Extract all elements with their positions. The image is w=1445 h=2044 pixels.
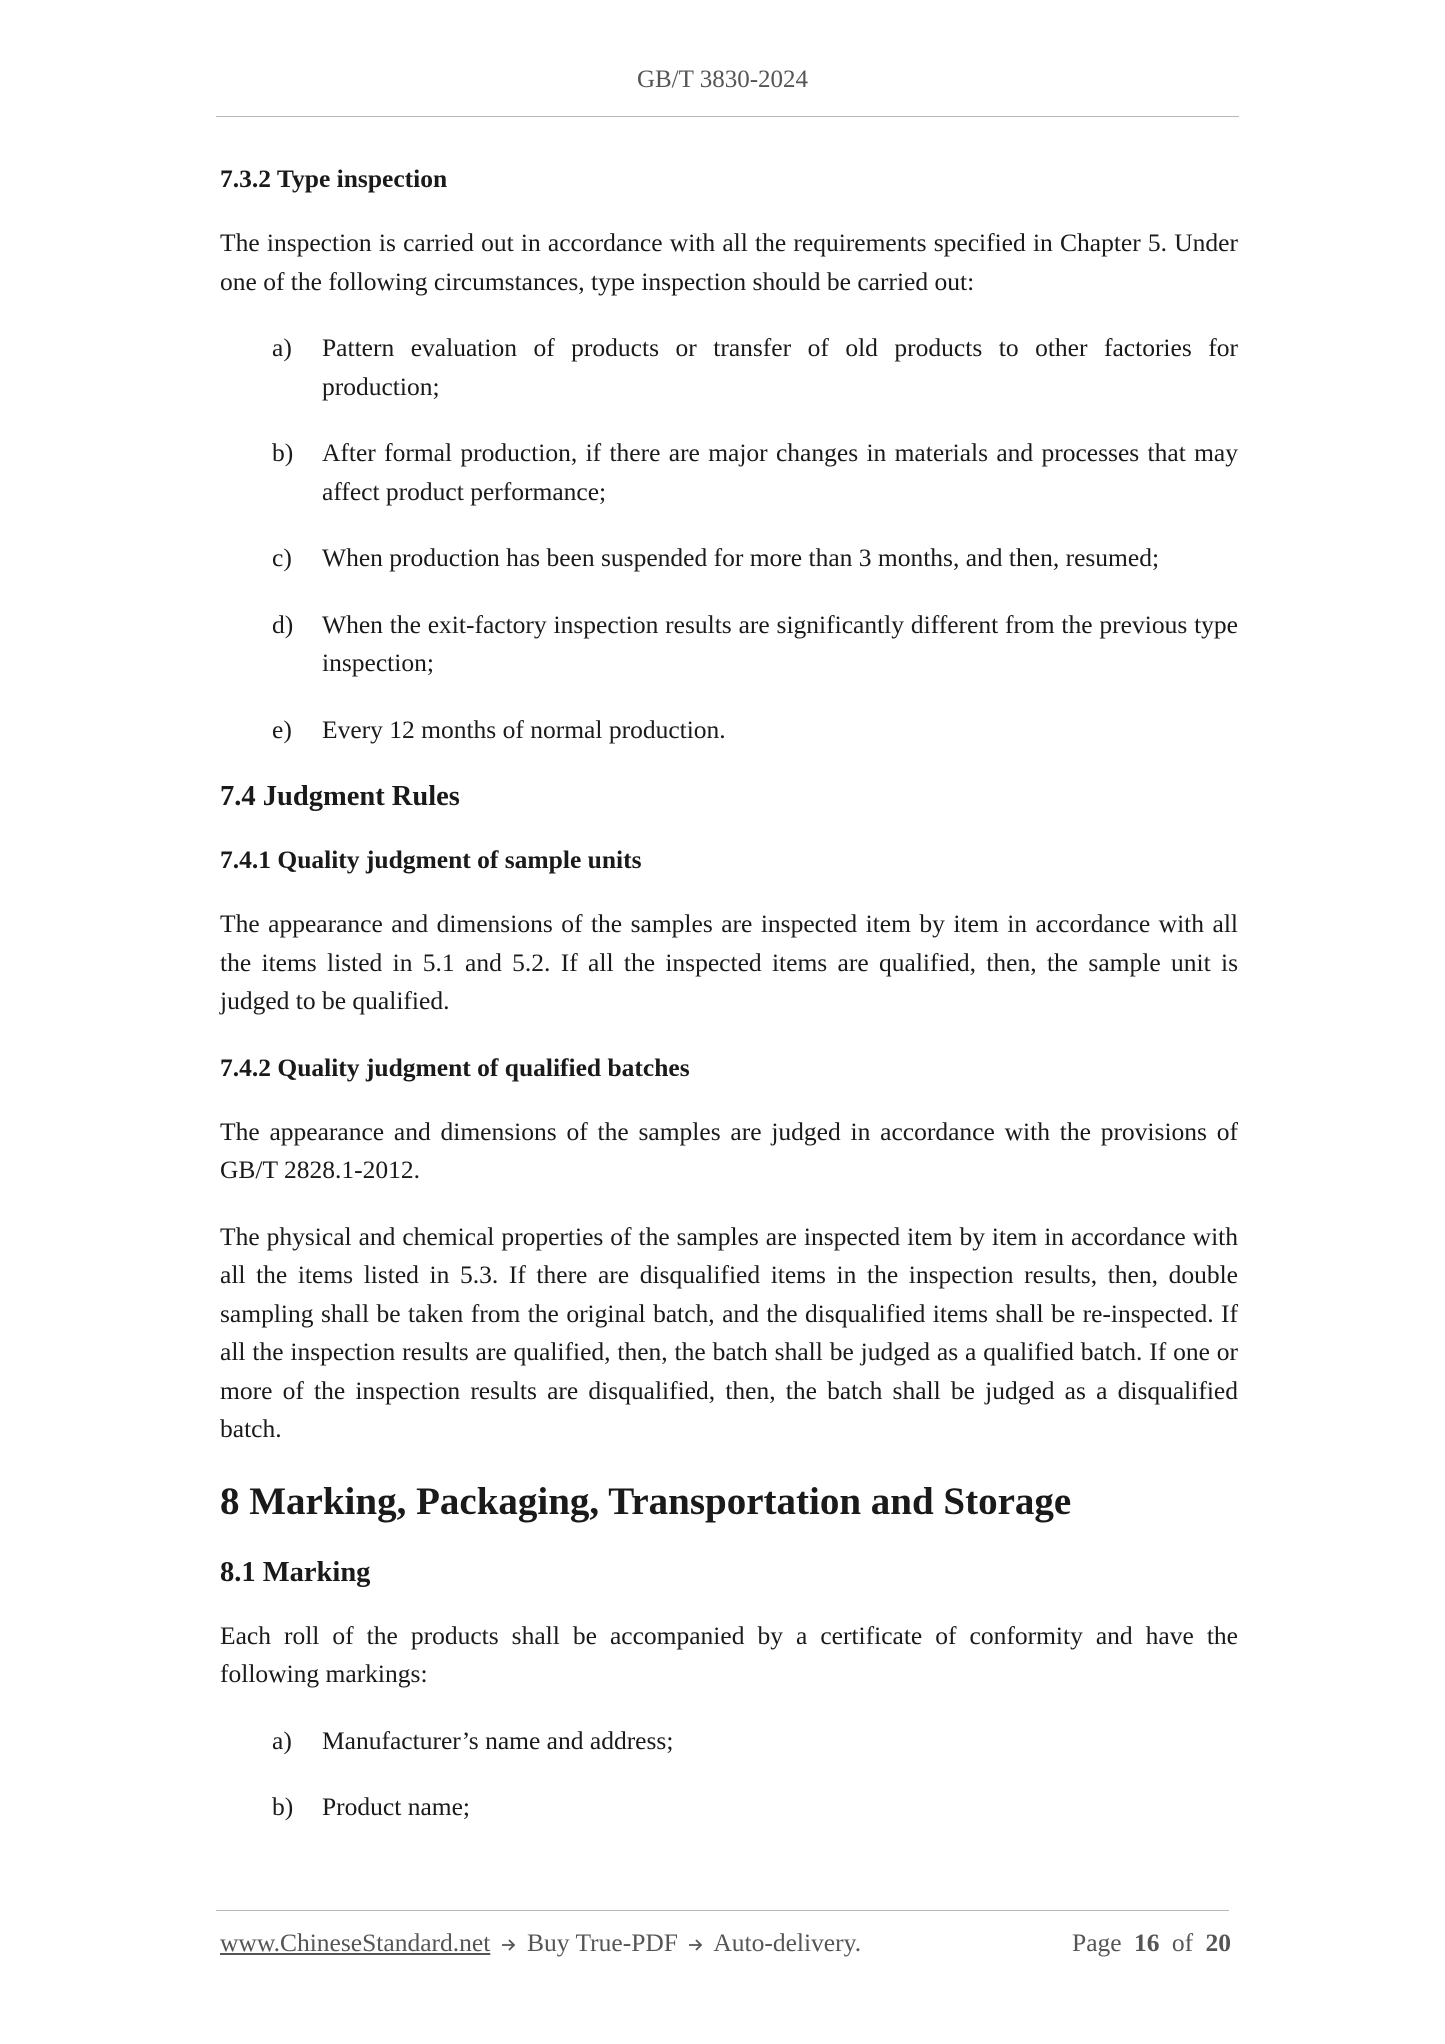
- of-label: of: [1171, 1928, 1194, 1957]
- right-arrow-icon: [501, 1937, 517, 1953]
- section-8-1-intro: Each roll of the products shall be accompanied by a certificate of conformity and have the following markings:: [220, 1620, 1238, 1688]
- list-item: [220, 1788, 1238, 1827]
- list-item: [220, 329, 1238, 406]
- list-marker: b): [272, 438, 294, 467]
- list-item-text: Pattern evaluation of products or transfer of old products to other factories for production;: [322, 333, 1238, 401]
- list-item-text: When production has been suspended for more than 3 months, and then, resumed;: [322, 543, 1160, 572]
- section-7-4-heading: 7.4 Judgment Rules: [220, 781, 460, 812]
- total-page-number: 20: [1205, 1928, 1231, 1957]
- page-footer: [220, 1928, 1231, 1958]
- footer-divider: [216, 1910, 1229, 1911]
- page-header-title: GB/T 3830-2024: [636, 66, 809, 93]
- section-7-4-2-heading: 7.4.2 Quality judgment of qualified batches: [220, 1052, 690, 1082]
- list-item: [220, 434, 1238, 511]
- current-page-number: 16: [1134, 1928, 1160, 1957]
- document-body: [220, 160, 1238, 1855]
- list-item: [220, 606, 1238, 683]
- section-7-4-1-heading: 7.4.1 Quality judgment of sample units: [220, 845, 642, 874]
- type-inspection-list: [220, 329, 1238, 749]
- header-divider: [216, 116, 1239, 117]
- list-item: [220, 711, 1238, 750]
- list-item: [220, 1722, 1238, 1761]
- section-7-4-2-text-2: The physical and chemical properties of the samples are inspected item by item in accordance with all the items listed in 5.3. If there are disqualified items in the inspection results, then, double sampling shall be taken from the original batch, and the disqualified items shall be re-inspected. If all the inspection results are qualified, then, the batch shall be judged as a qualified batch. If one or more of the inspection results are disqualified, then, the batch shall be judged as a disqualified batch.: [220, 1221, 1238, 1443]
- list-item-text: After formal production, if there are major changes in materials and processes that may affect product performance;: [322, 438, 1238, 506]
- right-arrow-icon: [688, 1937, 704, 1953]
- list-item: [220, 539, 1238, 578]
- chapter-8-heading: 8 Marking, Packaging, Transportation and Storage: [220, 1479, 1072, 1523]
- footer-promo: [220, 1928, 861, 1958]
- section-7-4-2-text-1: The appearance and dimensions of the samples are judged in accordance with the provisions of GB/T 2828.1-2012.: [220, 1116, 1238, 1184]
- section-8-1-heading: 8.1 Marking: [220, 1556, 371, 1588]
- list-item-text: When the exit-factory inspection results are significantly different from the previous type inspection;: [322, 609, 1238, 677]
- list-item-text: Manufacturer’s name and address;: [322, 1725, 674, 1755]
- list-marker: d): [272, 609, 294, 639]
- page-label: Page: [1072, 1928, 1122, 1957]
- list-item-text: Every 12 months of normal production.: [322, 714, 726, 744]
- marking-list: [220, 1722, 1238, 1827]
- list-item-text: Product name;: [322, 1792, 471, 1821]
- list-marker: a): [272, 333, 292, 362]
- website-link[interactable]: www.ChineseStandard.net: [220, 1928, 491, 1957]
- section-7-3-2-heading: 7.3.2 Type inspection: [220, 164, 448, 193]
- list-marker: a): [272, 1725, 292, 1755]
- list-marker: e): [272, 714, 292, 744]
- list-marker: b): [272, 1792, 294, 1821]
- section-7-4-1-text: The appearance and dimensions of the samples are inspected item by item in accordance with all the items listed in 5.1 and 5.2. If all the inspected items are qualified, then, the sample unit is judged to be qualified.: [220, 909, 1238, 1015]
- auto-delivery-text: Auto-delivery.: [713, 1928, 862, 1957]
- buy-true-pdf-text: Buy True-PDF: [527, 1928, 678, 1957]
- list-marker: c): [272, 543, 292, 572]
- section-7-3-2-intro: The inspection is carried out in accordance with all the requirements specified in Chapter 5. Under one of the following circumstances, type inspection should be carried out:: [220, 228, 1238, 296]
- page-counter: [1072, 1928, 1231, 1958]
